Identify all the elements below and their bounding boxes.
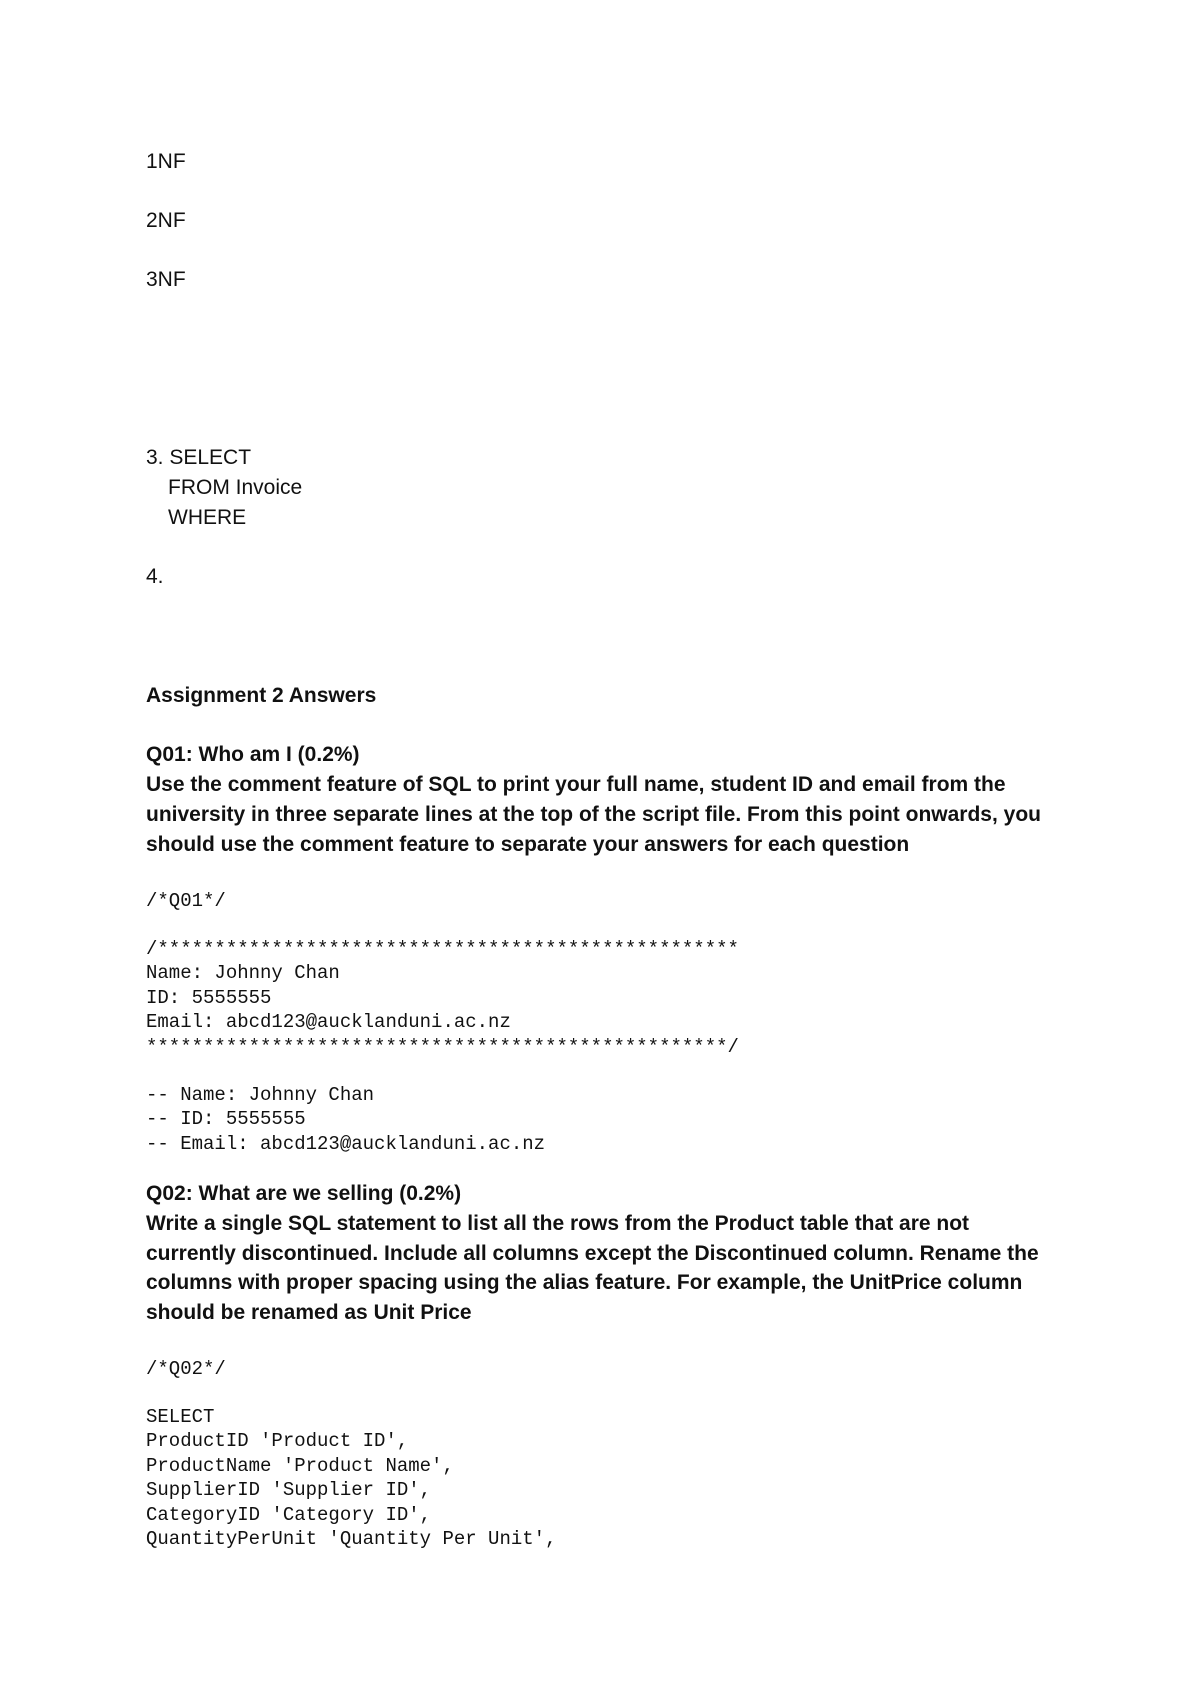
q01-block-comment-line: /*************************************************** bbox=[146, 938, 739, 960]
q02-code-line: ProductID 'Product ID', bbox=[146, 1430, 409, 1453]
q02-description-line: Write a single SQL statement to list all the rows from the Product table that are not bbox=[146, 1212, 970, 1235]
q01-marker-comment: /*Q01*/ bbox=[146, 890, 226, 912]
q02-code-line: CategoryID 'Category ID', bbox=[146, 1503, 432, 1526]
q01-description-line: should use the comment feature to separate your answers for each question bbox=[146, 833, 910, 856]
q01-line-comment: -- Name: Johnny Chan bbox=[146, 1084, 375, 1106]
q01-description-line: Use the comment feature of SQL to print your full name, student ID and email from the bbox=[146, 773, 1006, 796]
nf-label-3: 3NF bbox=[146, 268, 186, 291]
q01-block-comment-line: Email: abcd123@aucklanduni.ac.nz bbox=[146, 1011, 511, 1034]
q01-heading: Q01: Who am I (0.2%) bbox=[146, 743, 360, 766]
q01-line-comment: -- ID: 5555555 bbox=[146, 1108, 306, 1131]
q02-code-line: SupplierID 'Supplier ID', bbox=[146, 1479, 432, 1502]
q3-where-line: WHERE bbox=[168, 506, 247, 529]
assignment-title: Assignment 2 Answers bbox=[146, 684, 377, 707]
q02-description-line: should be renamed as Unit Price bbox=[146, 1301, 472, 1324]
q02-code-line: QuantityPerUnit 'Quantity Per Unit', bbox=[146, 1528, 557, 1550]
q02-marker-comment: /*Q02*/ bbox=[146, 1358, 226, 1380]
q3-from-line: FROM Invoice bbox=[168, 476, 303, 499]
q3-select-line: 3. SELECT bbox=[146, 446, 252, 469]
nf-label-1: 1NF bbox=[146, 150, 186, 173]
q01-block-comment-line: Name: Johnny Chan bbox=[146, 962, 340, 985]
nf-label-2: 2NF bbox=[146, 209, 186, 232]
q02-description-line: columns with proper spacing using the alias feature. For example, the UnitPrice column bbox=[146, 1271, 1023, 1294]
q01-line-comment: -- Email: abcd123@aucklanduni.ac.nz bbox=[146, 1132, 546, 1155]
q01-description-line: university in three separate lines at the top of the script file. From this point onwards, you bbox=[146, 803, 1041, 826]
q01-block-comment-line: ***************************************************/ bbox=[146, 1035, 739, 1058]
q4-label: 4. bbox=[146, 565, 164, 588]
q02-heading: Q02: What are we selling (0.2%) bbox=[146, 1182, 462, 1205]
q02-code-line: SELECT bbox=[146, 1406, 215, 1428]
q01-block-comment-line: ID: 5555555 bbox=[146, 986, 272, 1009]
q02-description-line: currently discontinued. Include all columns except the Discontinued column. Rename the bbox=[146, 1242, 1039, 1265]
q02-code-line: ProductName 'Product Name', bbox=[146, 1454, 454, 1477]
